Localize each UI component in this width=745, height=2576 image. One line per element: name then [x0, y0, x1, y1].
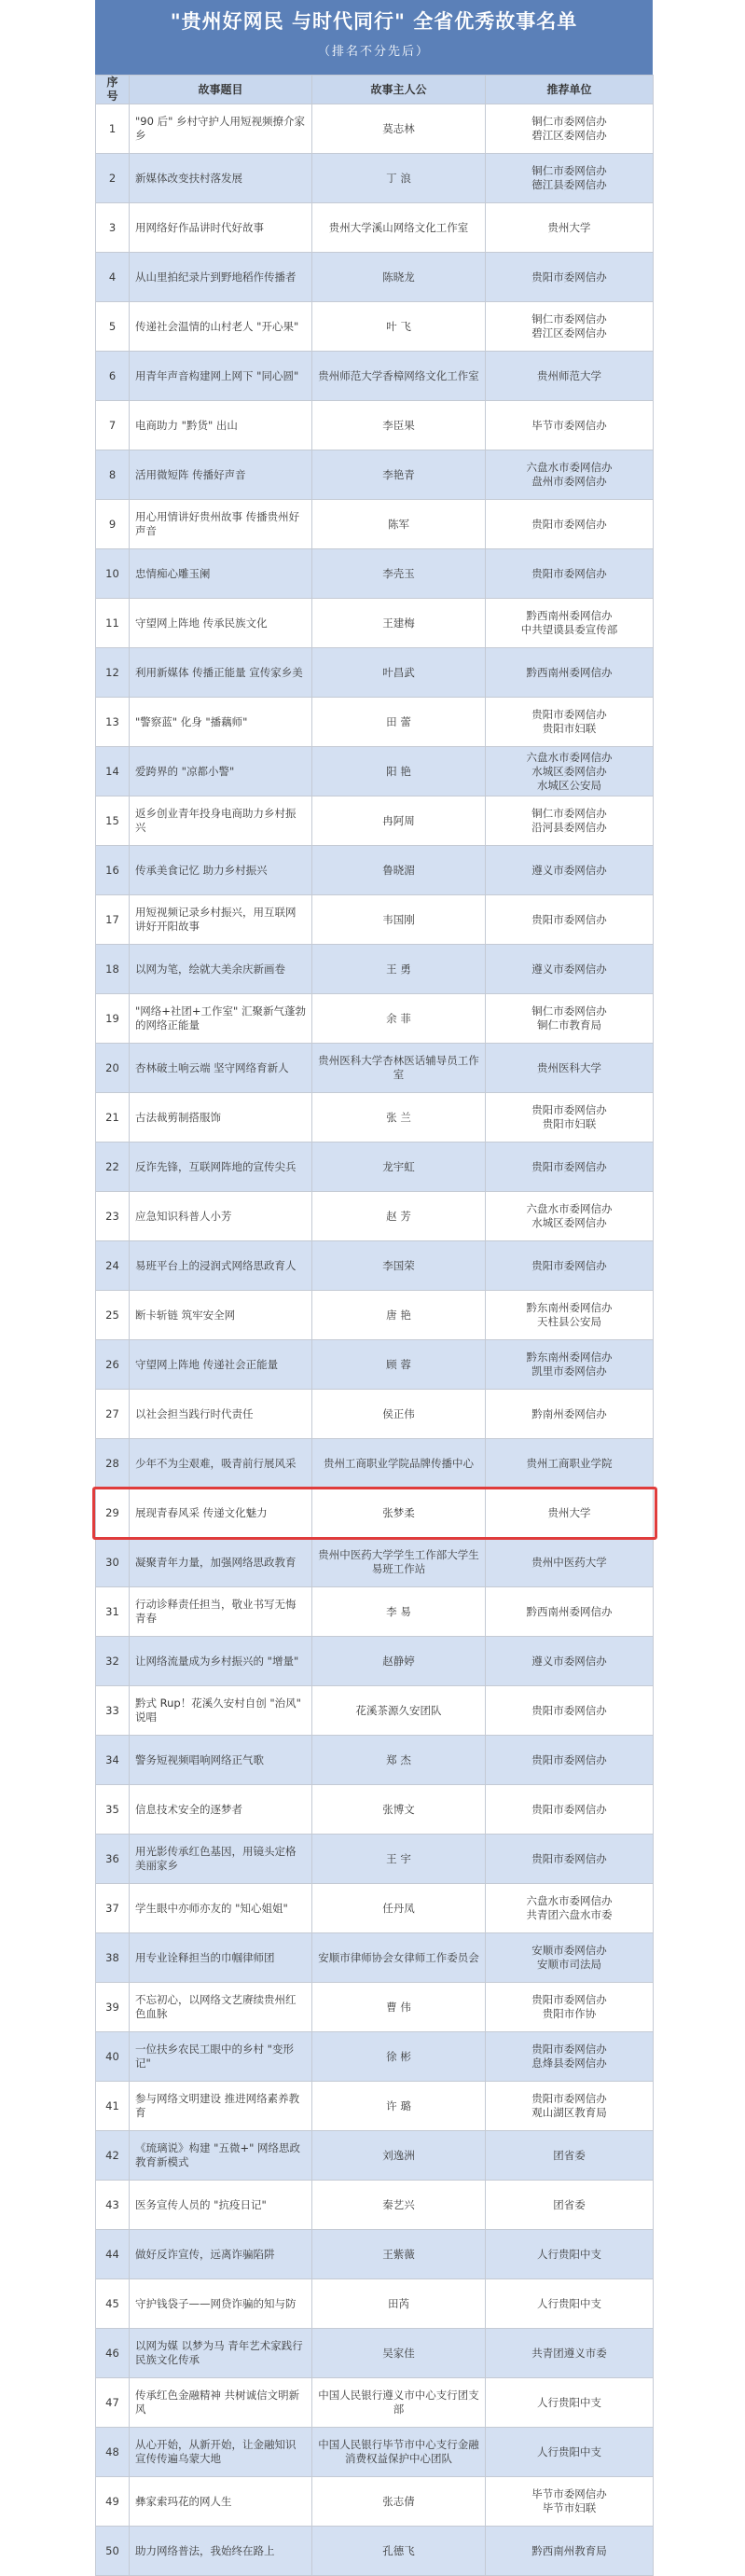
story-title: 信息技术安全的逐梦者 — [130, 1785, 312, 1835]
protagonist: 花溪茶源久安团队 — [312, 1686, 486, 1736]
protagonist: 贵州工商职业学院品牌传播中心 — [312, 1439, 486, 1489]
row-number: 18 — [96, 945, 130, 994]
recommending-unit: 铜仁市委网信办 德江县委网信办 — [486, 154, 654, 203]
row-number: 4 — [96, 253, 130, 302]
protagonist: 张梦柔 — [312, 1489, 486, 1538]
row-number: 24 — [96, 1241, 130, 1291]
row-number: 35 — [96, 1785, 130, 1835]
table-row — [96, 1489, 654, 1538]
row-number: 29 — [96, 1489, 130, 1538]
story-title: 凝聚青年力量，加强网络思政教育 — [130, 1538, 312, 1587]
recommending-unit: 贵州大学 — [486, 1489, 654, 1538]
row-number: 46 — [96, 2329, 130, 2378]
protagonist: 陈晓龙 — [312, 253, 486, 302]
row-number: 25 — [96, 1291, 130, 1340]
protagonist: 曹 伟 — [312, 1983, 486, 2032]
table-row — [96, 599, 654, 648]
recommending-unit: 贵阳市委网信办 — [486, 1736, 654, 1785]
recommending-unit: 黔西南州委网信办 — [486, 1587, 654, 1637]
recommending-unit: 人行贵阳中支 — [486, 2279, 654, 2329]
story-title: 《琉璃说》构建 "五微+" 网络思政教育新模式 — [130, 2131, 312, 2181]
recommending-unit: 人行贵阳中支 — [486, 2230, 654, 2279]
recommending-unit: 铜仁市委网信办 沿河县委网信办 — [486, 796, 654, 846]
recommending-unit: 贵阳市委网信办 — [486, 895, 654, 945]
row-number: 48 — [96, 2428, 130, 2477]
story-title: 不忘初心，以网络文艺赓续贵州红色血脉 — [130, 1983, 312, 2032]
column-header-number: 序号 — [96, 76, 130, 104]
row-number: 23 — [96, 1192, 130, 1241]
protagonist: 吴家佳 — [312, 2329, 486, 2378]
row-number: 27 — [96, 1390, 130, 1439]
protagonist: 赵 芳 — [312, 1192, 486, 1241]
table-row — [96, 1933, 654, 1983]
protagonist: 龙宇虹 — [312, 1143, 486, 1192]
table-row — [96, 352, 654, 401]
table-row — [96, 1983, 654, 2032]
story-title: 以社会担当践行时代责任 — [130, 1390, 312, 1439]
table-row — [96, 747, 654, 796]
story-title: 从心开始，从新开始，让金融知识宣传传遍乌蒙大地 — [130, 2428, 312, 2477]
winners-table — [95, 75, 654, 2576]
story-title: 利用新媒体 传播正能量 宣传家乡美 — [130, 648, 312, 698]
protagonist: 顾 蓉 — [312, 1340, 486, 1390]
story-title: 少年不为尘艰难，吸青前行展风采 — [130, 1439, 312, 1489]
protagonist: 贵州师范大学香樟网络文化工作室 — [312, 352, 486, 401]
page-title: "贵州好网民 与时代同行" 全省优秀故事名单 — [170, 10, 578, 33]
row-number: 21 — [96, 1093, 130, 1143]
recommending-unit: 团省委 — [486, 2181, 654, 2230]
story-title: 行动诊释责任担当，敬业书写无悔青春 — [130, 1587, 312, 1637]
row-number: 19 — [96, 994, 130, 1044]
table-row — [96, 2527, 654, 2576]
row-number: 11 — [96, 599, 130, 648]
recommending-unit: 人行贵阳中支 — [486, 2428, 654, 2477]
recommending-unit: 贵阳市委网信办 — [486, 549, 654, 599]
protagonist: 王建梅 — [312, 599, 486, 648]
table-row — [96, 1143, 654, 1192]
story-title: 忠情痴心雕玉阑 — [130, 549, 312, 599]
row-number: 36 — [96, 1835, 130, 1884]
row-number: 38 — [96, 1933, 130, 1983]
protagonist: 郑 杰 — [312, 1736, 486, 1785]
recommending-unit: 贵阳市委网信办 — [486, 500, 654, 549]
recommending-unit: 团省委 — [486, 2131, 654, 2181]
story-title: 电商助力 "黔货" 出山 — [130, 401, 312, 450]
table-row — [96, 1686, 654, 1736]
recommending-unit: 贵阳市委网信办 观山湖区教育局 — [486, 2082, 654, 2131]
row-number: 15 — [96, 796, 130, 846]
row-number: 40 — [96, 2032, 130, 2082]
protagonist: 叶 飞 — [312, 302, 486, 352]
story-title: 警务短视频唱响网络正气歌 — [130, 1736, 312, 1785]
page-subtitle: （排名不分先后） — [317, 45, 430, 59]
story-title: 从山里拍纪录片到野地稻作传播者 — [130, 253, 312, 302]
row-number: 26 — [96, 1340, 130, 1390]
table-row — [96, 994, 654, 1044]
protagonist: 孔德飞 — [312, 2527, 486, 2576]
table-row — [96, 1538, 654, 1587]
row-number: 28 — [96, 1439, 130, 1489]
protagonist: 中国人民银行毕节市中心支行金融消费权益保护中心团队 — [312, 2428, 486, 2477]
story-title: 断卡斩链 筑牢安全网 — [130, 1291, 312, 1340]
story-title: 易班平台上的浸润式网络思政育人 — [130, 1241, 312, 1291]
recommending-unit: 毕节市委网信办 — [486, 401, 654, 450]
row-number: 49 — [96, 2477, 130, 2527]
recommending-unit: 贵阳市委网信办 — [486, 1785, 654, 1835]
recommending-unit: 遵义市委网信办 — [486, 846, 654, 895]
recommending-unit: 黔东南州委网信办 凯里市委网信办 — [486, 1340, 654, 1390]
row-number: 42 — [96, 2131, 130, 2181]
protagonist: 鲁晓湄 — [312, 846, 486, 895]
table-row — [96, 2378, 654, 2428]
protagonist: 刘逸洲 — [312, 2131, 486, 2181]
protagonist: 徐 彬 — [312, 2032, 486, 2082]
recommending-unit: 六盘水市委网信办 水城区委网信办 水城区公安局 — [486, 747, 654, 796]
story-title: 用青年声音构建网上网下 "同心圆" — [130, 352, 312, 401]
protagonist: 李臣果 — [312, 401, 486, 450]
recommending-unit: 贵州大学 — [486, 203, 654, 253]
protagonist: 侯正伟 — [312, 1390, 486, 1439]
recommending-unit: 六盘水市委网信办 盘州市委网信办 — [486, 450, 654, 500]
protagonist: 叶昌武 — [312, 648, 486, 698]
story-title: 传递社会温情的山村老人 "开心果" — [130, 302, 312, 352]
row-number: 13 — [96, 698, 130, 747]
story-title: 展现青春风采 传递文化魅力 — [130, 1489, 312, 1538]
recommending-unit: 六盘水市委网信办 水城区委网信办 — [486, 1192, 654, 1241]
table-row — [96, 2279, 654, 2329]
story-title: 医务宣传人员的 "抗疫日记" — [130, 2181, 312, 2230]
table-row — [96, 895, 654, 945]
recommending-unit: 黔南州委网信办 — [486, 1390, 654, 1439]
protagonist: 王 宇 — [312, 1835, 486, 1884]
table-row — [96, 1093, 654, 1143]
table-row — [96, 1340, 654, 1390]
table-row — [96, 1192, 654, 1241]
row-number: 16 — [96, 846, 130, 895]
table-row — [96, 1439, 654, 1489]
row-number: 44 — [96, 2230, 130, 2279]
table-body — [96, 104, 654, 2576]
row-number: 32 — [96, 1637, 130, 1686]
protagonist: 秦艺兴 — [312, 2181, 486, 2230]
recommending-unit: 贵阳市委网信办 — [486, 253, 654, 302]
table-row — [96, 648, 654, 698]
table-row — [96, 154, 654, 203]
row-number: 41 — [96, 2082, 130, 2131]
table-row — [96, 1044, 654, 1093]
row-number: 8 — [96, 450, 130, 500]
story-title: "网络+社团+工作室" 汇聚新气蓬勃的网络正能量 — [130, 994, 312, 1044]
table-header-row — [96, 76, 654, 104]
table-row — [96, 302, 654, 352]
column-header-protagonist: 故事主人公 — [312, 76, 486, 104]
row-number: 39 — [96, 1983, 130, 2032]
protagonist: 张 兰 — [312, 1093, 486, 1143]
protagonist: 李艳青 — [312, 450, 486, 500]
table-row — [96, 2477, 654, 2527]
row-number: 12 — [96, 648, 130, 698]
recommending-unit: 铜仁市委网信办 碧江区委网信办 — [486, 104, 654, 154]
recommending-unit: 铜仁市委网信办 铜仁市教育局 — [486, 994, 654, 1044]
table-row — [96, 450, 654, 500]
table-row — [96, 698, 654, 747]
table-row — [96, 203, 654, 253]
recommending-unit: 贵州师范大学 — [486, 352, 654, 401]
recommending-unit: 贵州工商职业学院 — [486, 1439, 654, 1489]
story-title: 守望网上阵地 传承民族文化 — [130, 599, 312, 648]
row-number: 2 — [96, 154, 130, 203]
table-row — [96, 945, 654, 994]
story-title: 用光影传承红色基因，用镜头定格美丽家乡 — [130, 1835, 312, 1884]
row-number: 20 — [96, 1044, 130, 1093]
table-row — [96, 104, 654, 154]
recommending-unit: 毕节市委网信办 毕节市妇联 — [486, 2477, 654, 2527]
recommending-unit: 黔西南州教育局 — [486, 2527, 654, 2576]
recommending-unit: 安顺市委网信办 安顺市司法局 — [486, 1933, 654, 1983]
table-row — [96, 2082, 654, 2131]
row-number: 22 — [96, 1143, 130, 1192]
protagonist: 李 易 — [312, 1587, 486, 1637]
row-number: 45 — [96, 2279, 130, 2329]
table-row — [96, 2181, 654, 2230]
protagonist: 田芮 — [312, 2279, 486, 2329]
recommending-unit: 贵阳市委网信办 贵阳市妇联 — [486, 698, 654, 747]
protagonist: 唐 艳 — [312, 1291, 486, 1340]
story-title: 传承美食记忆 助力乡村振兴 — [130, 846, 312, 895]
recommending-unit: 贵阳市委网信办 — [486, 1241, 654, 1291]
story-title: 彝家索玛花的网人生 — [130, 2477, 312, 2527]
story-title: 参与网络文明建设 推进网络素养教育 — [130, 2082, 312, 2131]
table-row — [96, 1291, 654, 1340]
protagonist: 阳 艳 — [312, 747, 486, 796]
story-title: 新媒体改变扶村落发展 — [130, 154, 312, 203]
table-row — [96, 401, 654, 450]
row-number: 3 — [96, 203, 130, 253]
story-title: 以网为笔，绘就大美余庆新画卷 — [130, 945, 312, 994]
recommending-unit: 贵阳市委网信办 息烽县委网信办 — [486, 2032, 654, 2082]
table-row — [96, 2230, 654, 2279]
row-number: 6 — [96, 352, 130, 401]
story-title: 以网为媒 以梦为马 青年艺术家践行民族文化传承 — [130, 2329, 312, 2378]
protagonist: 王紫薇 — [312, 2230, 486, 2279]
protagonist: 张志倩 — [312, 2477, 486, 2527]
protagonist: 安顺市律师协会女律师工作委员会 — [312, 1933, 486, 1983]
story-title: 黔式 Rup！花溪久安村自创 "治风" 说唱 — [130, 1686, 312, 1736]
table-row — [96, 846, 654, 895]
recommending-unit: 贵州中医药大学 — [486, 1538, 654, 1587]
row-number: 31 — [96, 1587, 130, 1637]
story-title: 一位扶乡农民工眼中的乡村 "变形记" — [130, 2032, 312, 2082]
protagonist: 田 蕾 — [312, 698, 486, 747]
story-title: 做好反诈宣传，远离诈骗陷阱 — [130, 2230, 312, 2279]
row-number: 37 — [96, 1884, 130, 1933]
protagonist: 中国人民银行遵义市中心支行团支部 — [312, 2378, 486, 2428]
protagonist: 陈军 — [312, 500, 486, 549]
story-title: 爱跨界的 "凉都小警" — [130, 747, 312, 796]
row-number: 17 — [96, 895, 130, 945]
protagonist: 许 璐 — [312, 2082, 486, 2131]
table-row — [96, 1785, 654, 1835]
recommending-unit: 黔西南州委网信办 — [486, 648, 654, 698]
table-row — [96, 1736, 654, 1785]
table-row — [96, 1637, 654, 1686]
row-number: 5 — [96, 302, 130, 352]
protagonist: 李国荣 — [312, 1241, 486, 1291]
protagonist: 贵州医科大学杏林医话辅导员工作室 — [312, 1044, 486, 1093]
row-number: 9 — [96, 500, 130, 549]
protagonist: 任丹凤 — [312, 1884, 486, 1933]
row-number: 43 — [96, 2181, 130, 2230]
row-number: 50 — [96, 2527, 130, 2576]
story-title: 用短视频记录乡村振兴，用互联网讲好开阳故事 — [130, 895, 312, 945]
row-number: 7 — [96, 401, 130, 450]
story-title: "90 后" 乡村守护人用短视频撩介家乡 — [130, 104, 312, 154]
recommending-unit: 贵阳市委网信办 贵阳市妇联 — [486, 1093, 654, 1143]
table-row — [96, 253, 654, 302]
protagonist: 余 菲 — [312, 994, 486, 1044]
protagonist: 丁 浪 — [312, 154, 486, 203]
recommending-unit: 贵州医科大学 — [486, 1044, 654, 1093]
recommending-unit: 贵阳市委网信办 — [486, 1143, 654, 1192]
table-row — [96, 500, 654, 549]
story-title: 用心用情讲好贵州故事 传播贵州好声音 — [130, 500, 312, 549]
story-title: 反诈先锋，互联网阵地的宣传尖兵 — [130, 1143, 312, 1192]
protagonist: 冉阿周 — [312, 796, 486, 846]
column-header-recommending-unit: 推荐单位 — [486, 76, 654, 104]
story-title: 用网络好作品讲时代好故事 — [130, 203, 312, 253]
recommending-unit: 铜仁市委网信办 碧江区委网信办 — [486, 302, 654, 352]
table-row — [96, 1390, 654, 1439]
protagonist: 李壳玉 — [312, 549, 486, 599]
recommending-unit: 遵义市委网信办 — [486, 945, 654, 994]
story-title: 学生眼中亦师亦友的 "知心姐姐" — [130, 1884, 312, 1933]
row-number: 33 — [96, 1686, 130, 1736]
title-banner — [95, 0, 653, 75]
recommending-unit: 贵阳市委网信办 — [486, 1686, 654, 1736]
row-number: 30 — [96, 1538, 130, 1587]
story-title: 助力网络普法，我始终在路上 — [130, 2527, 312, 2576]
recommending-unit: 黔西南州委网信办 中共望谟县委宣传部 — [486, 599, 654, 648]
recommending-unit: 贵阳市委网信办 — [486, 1835, 654, 1884]
story-title: 应急知识科普人小芳 — [130, 1192, 312, 1241]
column-header-story-title: 故事题目 — [130, 76, 312, 104]
row-number: 47 — [96, 2378, 130, 2428]
table-row — [96, 549, 654, 599]
row-number: 1 — [96, 104, 130, 154]
recommending-unit: 黔东南州委网信办 天柱县公安局 — [486, 1291, 654, 1340]
story-title: 让网络流量成为乡村振兴的 "增量" — [130, 1637, 312, 1686]
story-title: 传承红色金融精神 共树诚信文明新风 — [130, 2378, 312, 2428]
story-title: 用专业诠释担当的巾帼律师团 — [130, 1933, 312, 1983]
table-row — [96, 1884, 654, 1933]
recommending-unit: 贵阳市委网信办 贵阳市作协 — [486, 1983, 654, 2032]
table-row — [96, 2032, 654, 2082]
table-row — [96, 2131, 654, 2181]
recommending-unit: 共青团遵义市委 — [486, 2329, 654, 2378]
story-title: 古法裁剪制搭服饰 — [130, 1093, 312, 1143]
story-title: 守望网上阵地 传递社会正能量 — [130, 1340, 312, 1390]
story-title: 活用微短阵 传播好声音 — [130, 450, 312, 500]
table-row — [96, 796, 654, 846]
table-row — [96, 2329, 654, 2378]
protagonist: 莫志林 — [312, 104, 486, 154]
row-number: 10 — [96, 549, 130, 599]
table-row — [96, 1241, 654, 1291]
recommending-unit: 遵义市委网信办 — [486, 1637, 654, 1686]
row-number: 14 — [96, 747, 130, 796]
protagonist: 贵州中医药大学学生工作部大学生易班工作站 — [312, 1538, 486, 1587]
story-title: 守护钱袋子——网贷诈骗的知与防 — [130, 2279, 312, 2329]
story-title: "警察蓝" 化身 "播藕师" — [130, 698, 312, 747]
protagonist: 王 勇 — [312, 945, 486, 994]
table-row — [96, 1835, 654, 1884]
row-number: 34 — [96, 1736, 130, 1785]
protagonist: 张博文 — [312, 1785, 486, 1835]
protagonist: 韦国刚 — [312, 895, 486, 945]
story-title: 返乡创业青年投身电商助力乡村振兴 — [130, 796, 312, 846]
story-title: 杏林破土响云端 坚守网络育新人 — [130, 1044, 312, 1093]
table-row — [96, 2428, 654, 2477]
recommending-unit: 六盘水市委网信办 共青团六盘水市委 — [486, 1884, 654, 1933]
protagonist: 贵州大学溪山网络文化工作室 — [312, 203, 486, 253]
recommending-unit: 人行贵阳中支 — [486, 2378, 654, 2428]
protagonist: 赵静婷 — [312, 1637, 486, 1686]
table-row — [96, 1587, 654, 1637]
